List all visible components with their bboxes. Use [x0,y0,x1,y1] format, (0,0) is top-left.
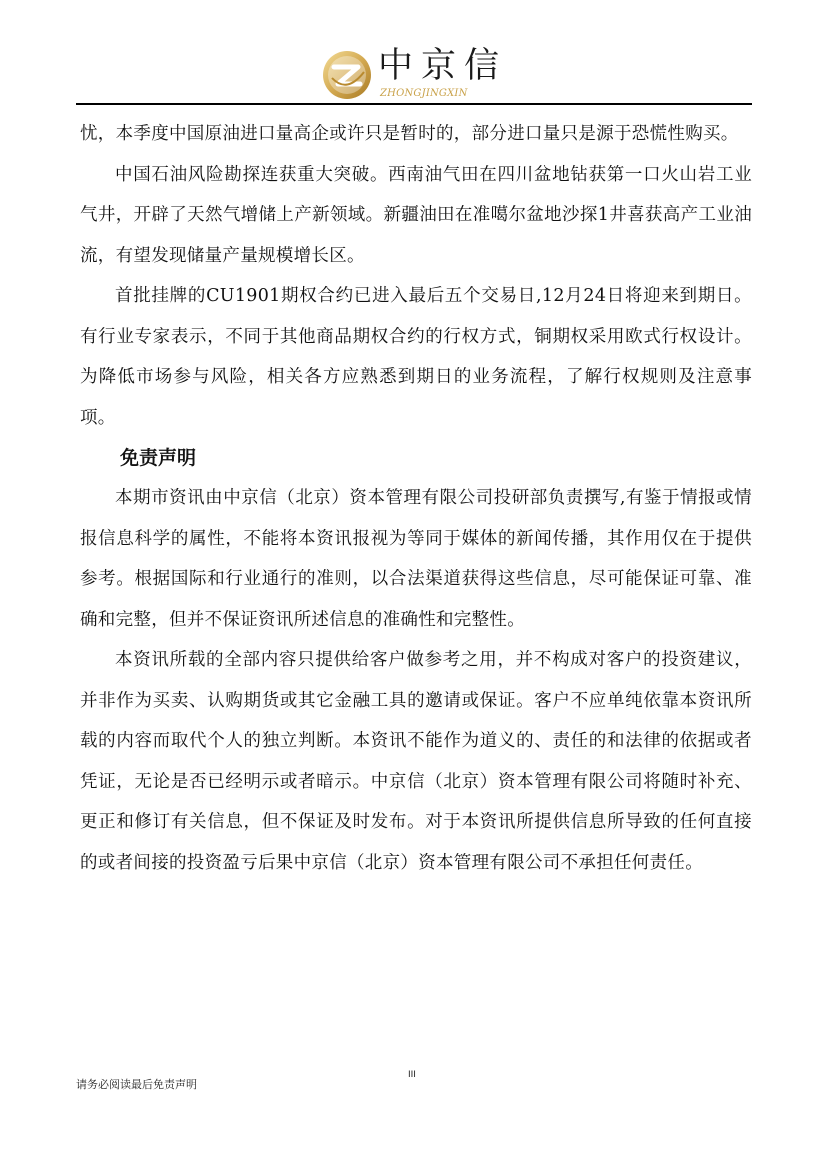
zhongjingxin-logo-icon [322,50,372,100]
brand-name-en: ZHONGJINGXIN [380,88,468,99]
paragraph-continued: 忧，本季度中国原油进口量高企或许只是暂时的，部分进口量只是源于恐慌性购买。 [80,124,739,144]
paragraph-disclaimer-2: 本资讯所载的全部内容只提供给客户做参考之用，并不构成对客户的投资建议，并非作为买卖、认购期货或其它金融工具的邀请或保证。客户不应单纯依靠本资讯所载的内容而取代个人的独立判断。本资讯不能作为道义的、责任的和法律的依据或者凭证，无论是否已经明示或者暗示。中京信（北京）资本管理有限公司将随时补充、更正和修订有关信息，但不保证及时发布。对于本资讯所提供信息所导致的任何直接的或者间接的投资盈亏后果中京信（北京）资本管理有限公司不承担任何责任。 [80,650,752,873]
document-body [80,114,752,883]
page-number: III [408,1070,416,1080]
paragraph-oil-exploration: 中国石油风险勘探连获重大突破。西南油气田在四川盆地钻获第一口火山岩工业气井，开辟了天然气增储上产新领域。新疆油田在准噶尔盆地沙探1井喜获高产工业油流，有望发现储量产量规模增长区。 [80,164,752,266]
footer-notice: 请务必阅读最后免责声明 [76,1078,197,1091]
brand-name-cn: 中京信 [378,46,508,86]
header-divider [76,103,752,105]
page-header [0,0,827,108]
paragraph-copper-options: 首批挂牌的CU1901期权合约已进入最后五个交易日,12月24日将迎来到期日。有行业专家表示，不同于其他商品期权合约的行权方式，铜期权采用欧式行权设计。为降低市场参与风险，相关各方应熟悉到期日的业务流程，了解行权规则及注意事项。 [80,286,752,428]
disclaimer-heading: 免责声明 [120,447,197,469]
paragraph-disclaimer-1: 本期市资讯由中京信（北京）资本管理有限公司投研部负责撰写,有鉴于情报或情报信息科学的属性，不能将本资讯报视为等同于媒体的新闻传播，其作用仅在于提供参考。根据国际和行业通行的准则，以合法渠道获得这些信息，尽可能保证可靠、准确和完整，但并不保证资讯所述信息的准确性和完整性。 [80,488,752,630]
